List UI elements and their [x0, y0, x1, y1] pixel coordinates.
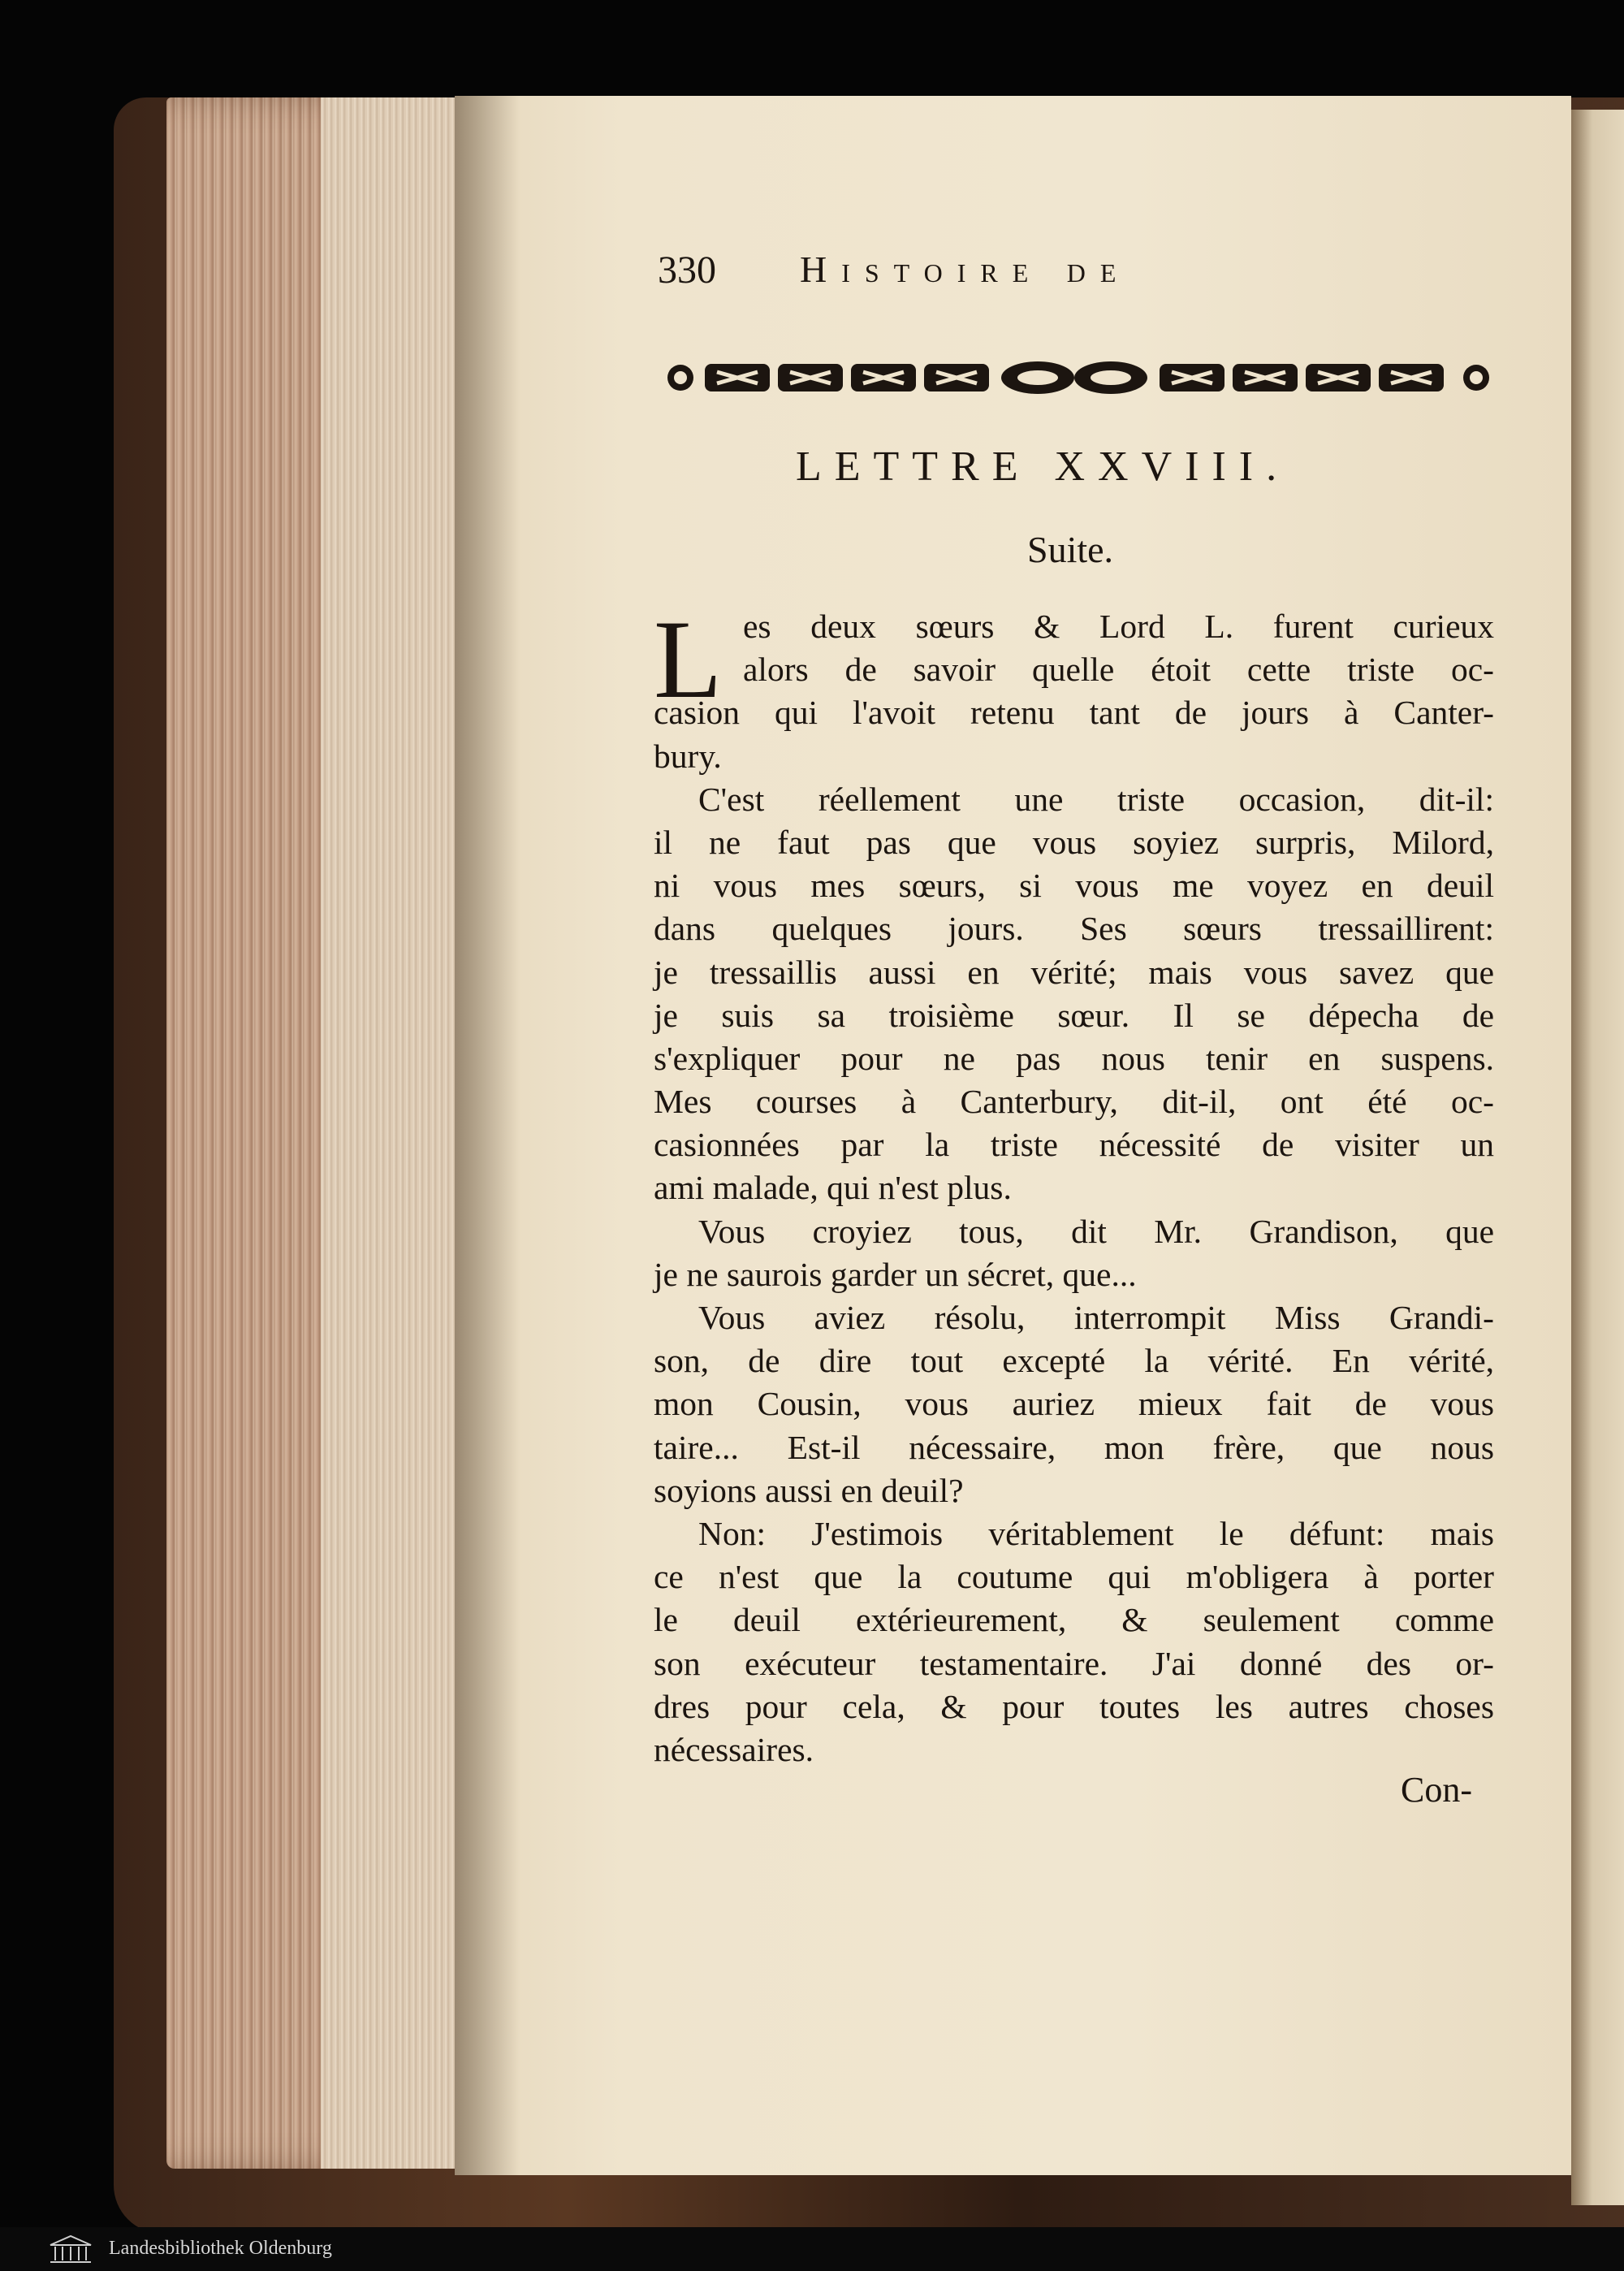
text-line: il ne faut pas que vous soyiez surpris, Milord,: [654, 823, 1494, 861]
letter-body: [654, 597, 1494, 1771]
drop-cap: L: [654, 597, 723, 721]
text-line: s'expliquer pour ne pas nous tenir en suspens.: [654, 1039, 1494, 1077]
text-line: soyions aussi en deuil?: [654, 1471, 964, 1509]
text-line: je tressaillis aussi en vérité; mais vous savez que: [654, 953, 1494, 991]
text-line: taire... Est-il nécessaire, mon frère, que nous: [654, 1428, 1494, 1466]
page-edges-inner: [321, 97, 467, 2169]
text-line: le deuil extérieurement, & seulement comme: [654, 1601, 1494, 1639]
letter-title: LETTRE XXVIII.: [796, 443, 1290, 490]
text-line: son exécuteur testamentaire. J'ai donné des or-: [654, 1644, 1494, 1682]
text-line: C'est réellement une triste occasion, dit-il:: [698, 780, 1494, 818]
text-line: son, de dire tout excepté la vérité. En vérité,: [654, 1342, 1494, 1380]
text-line: je ne saurois garder un sécret, que...: [654, 1255, 1137, 1293]
text-line: bury.: [654, 737, 722, 775]
running-head: [658, 248, 1324, 296]
letter-subtitle: Suite.: [1027, 529, 1114, 570]
facing-page-edge: [1571, 110, 1624, 2205]
text-line: dres pour cela, & pour toutes les autres choses: [654, 1687, 1494, 1725]
running-title: Histoire de: [800, 249, 1131, 290]
text-line: es deux sœurs & Lord L. furent curieux: [743, 608, 1494, 645]
text-line: casion qui l'avoit retenu tant de jours à Canter-: [654, 694, 1494, 732]
catchword: Con-: [1401, 1770, 1472, 1810]
text-line: nécessaires.: [654, 1730, 814, 1768]
text-line: ce n'est que la coutume qui m'obligera à porter: [654, 1558, 1494, 1596]
text-line: Non: J'estimois véritablement le défunt: mais: [698, 1514, 1494, 1552]
text-line: Vous aviez résolu, interrompit Miss Grandi-: [698, 1299, 1494, 1336]
text-line: mon Cousin, vous auriez mieux fait de vous: [654, 1385, 1494, 1423]
text-line: dans quelques jours. Ses sœurs tressaillirent:: [654, 910, 1494, 948]
ornamental-border: [656, 349, 1505, 406]
text-line: Mes courses à Canterbury, dit-il, ont été oc-: [654, 1083, 1494, 1121]
text-line: Vous croyiez tous, dit Mr. Grandison, que: [698, 1212, 1494, 1250]
text-line: casionnées par la triste nécessité de visiter un: [654, 1126, 1494, 1164]
opening-lines: [654, 605, 1494, 691]
text-line: ami malade, qui n'est plus.: [654, 1169, 1012, 1207]
library-building-icon: [47, 2234, 94, 2265]
library-footer: [0, 2227, 1624, 2271]
page-number: 330: [658, 249, 716, 292]
text-line: alors de savoir quelle étoit cette triste oc-: [743, 651, 1494, 689]
text-line: je suis sa troisième sœur. Il se dépecha de: [654, 996, 1494, 1034]
gutter-shadow: [455, 96, 520, 2175]
text-line: ni vous mes sœurs, si vous me voyez en deuil: [654, 867, 1494, 905]
library-name: Landesbibliothek Oldenburg: [109, 2238, 332, 2259]
